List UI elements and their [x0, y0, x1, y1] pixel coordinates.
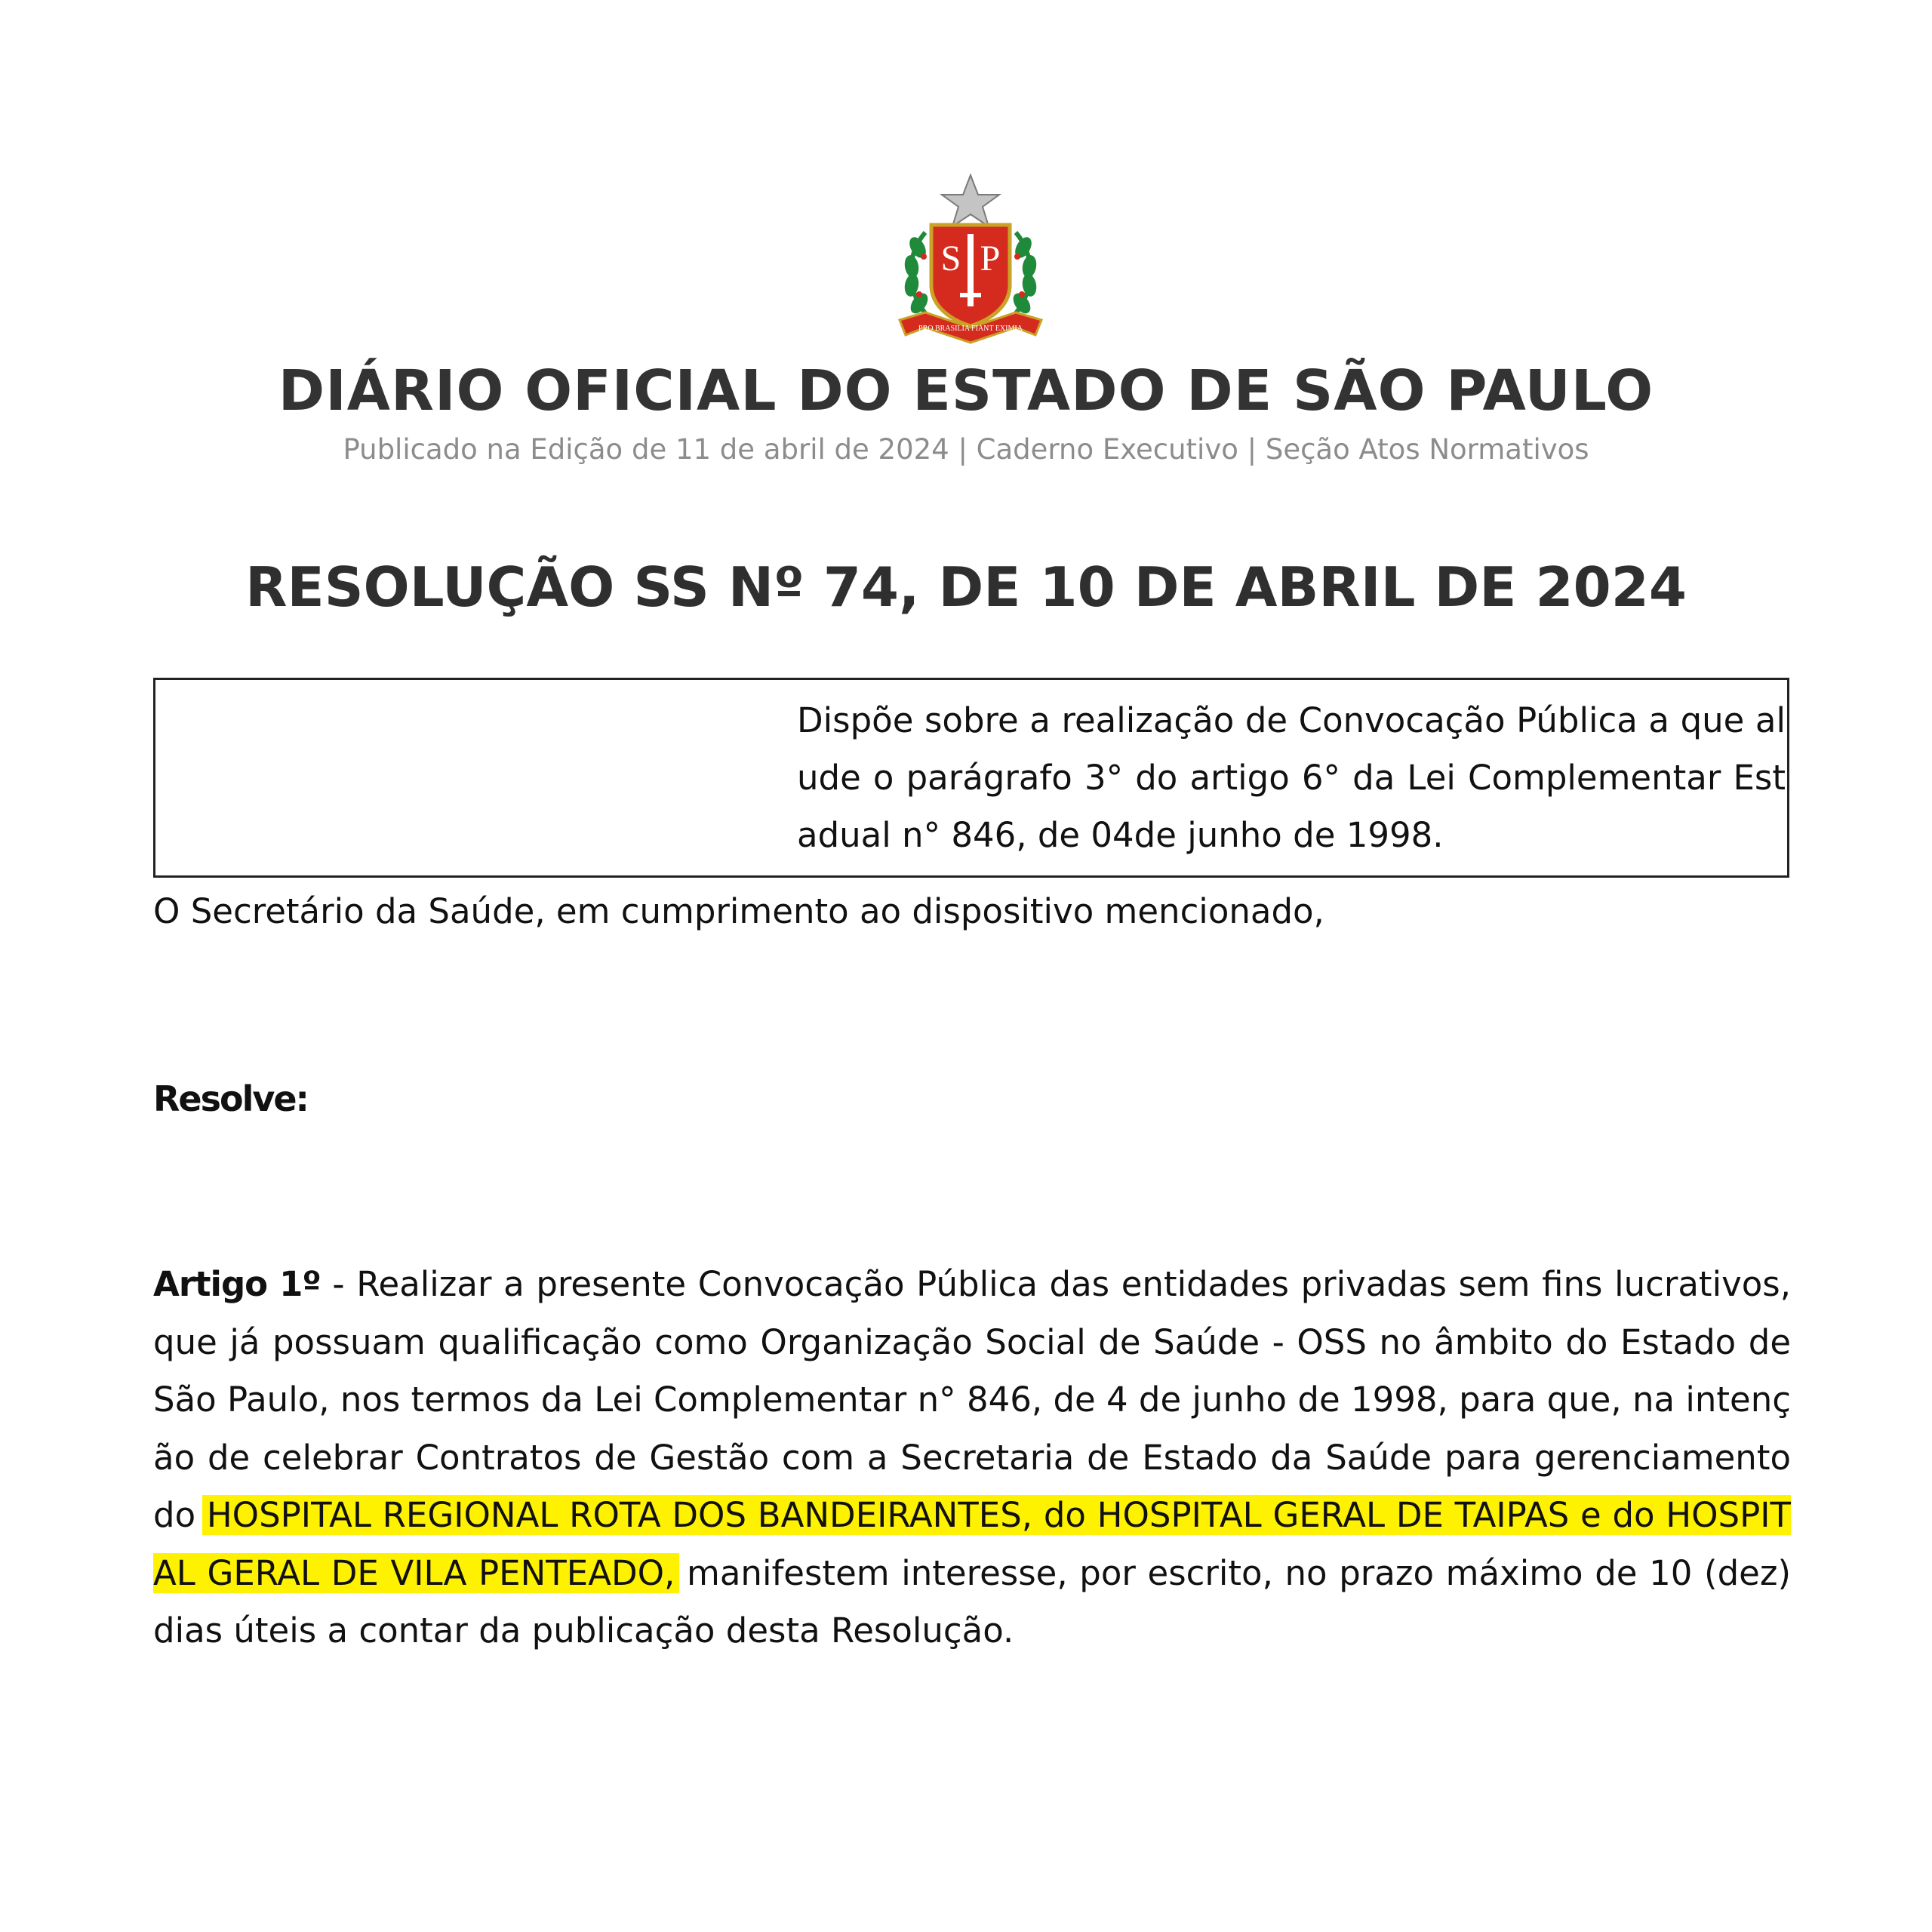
laurel-left-icon: [903, 232, 931, 320]
article-1-highlight: HOSPITAL REGIONAL ROTA DOS BANDEIRANTES, do HOSPITAL GERAL DE TAIPAS e do HOSPITAL GERAL DE VILA PENTEADO,: [153, 1495, 1791, 1593]
article-1-label: Artigo 1º: [153, 1264, 321, 1304]
resolve-label: Resolve:: [153, 1078, 308, 1119]
intro-paragraph: O Secretário da Saúde, em cumprimento ao dispositivo mencionado,: [153, 891, 1324, 931]
article-1-text-after: manifestem interesse, por escrito, no prazo máximo de 10 (dez) dias úteis a contar da publicação desta Resolução.: [153, 1552, 1792, 1651]
laurel-right-icon: [1010, 232, 1038, 320]
article-1-paragraph: [153, 1256, 1791, 1660]
publication-line: Publicado na Edição de 11 de abril de 2024 | Caderno Executivo | Seção Atos Normativos: [343, 433, 1589, 466]
seal-letter-s: S: [940, 238, 961, 278]
seal-motto: PRO BRASILIA FIANT EXIMIA: [918, 325, 1023, 333]
resolution-title: RESOLUÇÃO SS Nº 74, DE 10 DE ABRIL DE 2024: [245, 555, 1687, 619]
sao-paulo-coat-of-arms-icon: [895, 172, 1046, 347]
star-icon: [942, 175, 999, 226]
ementa-text: Dispõe sobre a realização de Convocação Pública a que alude o parágrafo 3° do artigo 6° da Lei Complementar Estadual n° 846, de 04de junho de 1998.: [797, 700, 1786, 855]
ementa-box: [153, 678, 1789, 878]
seal-letter-p: P: [980, 238, 1001, 278]
masthead-title: DIÁRIO OFICIAL DO ESTADO DE SÃO PAULO: [278, 358, 1654, 423]
article-1-text-before: - Realizar a presente Convocação Pública das entidades privadas sem fins lucrativos, que já possuam qualificação como Organização Social de Saúde - OSS no âmbito do Estado de São Paulo, nos termos da Lei Complementar n° 846, de 4 de junho de 1998, para que, na intenção de celebrar Contratos de Gestão com a Secretaria de Estado da Saúde para gerenciamento do: [153, 1264, 1791, 1535]
